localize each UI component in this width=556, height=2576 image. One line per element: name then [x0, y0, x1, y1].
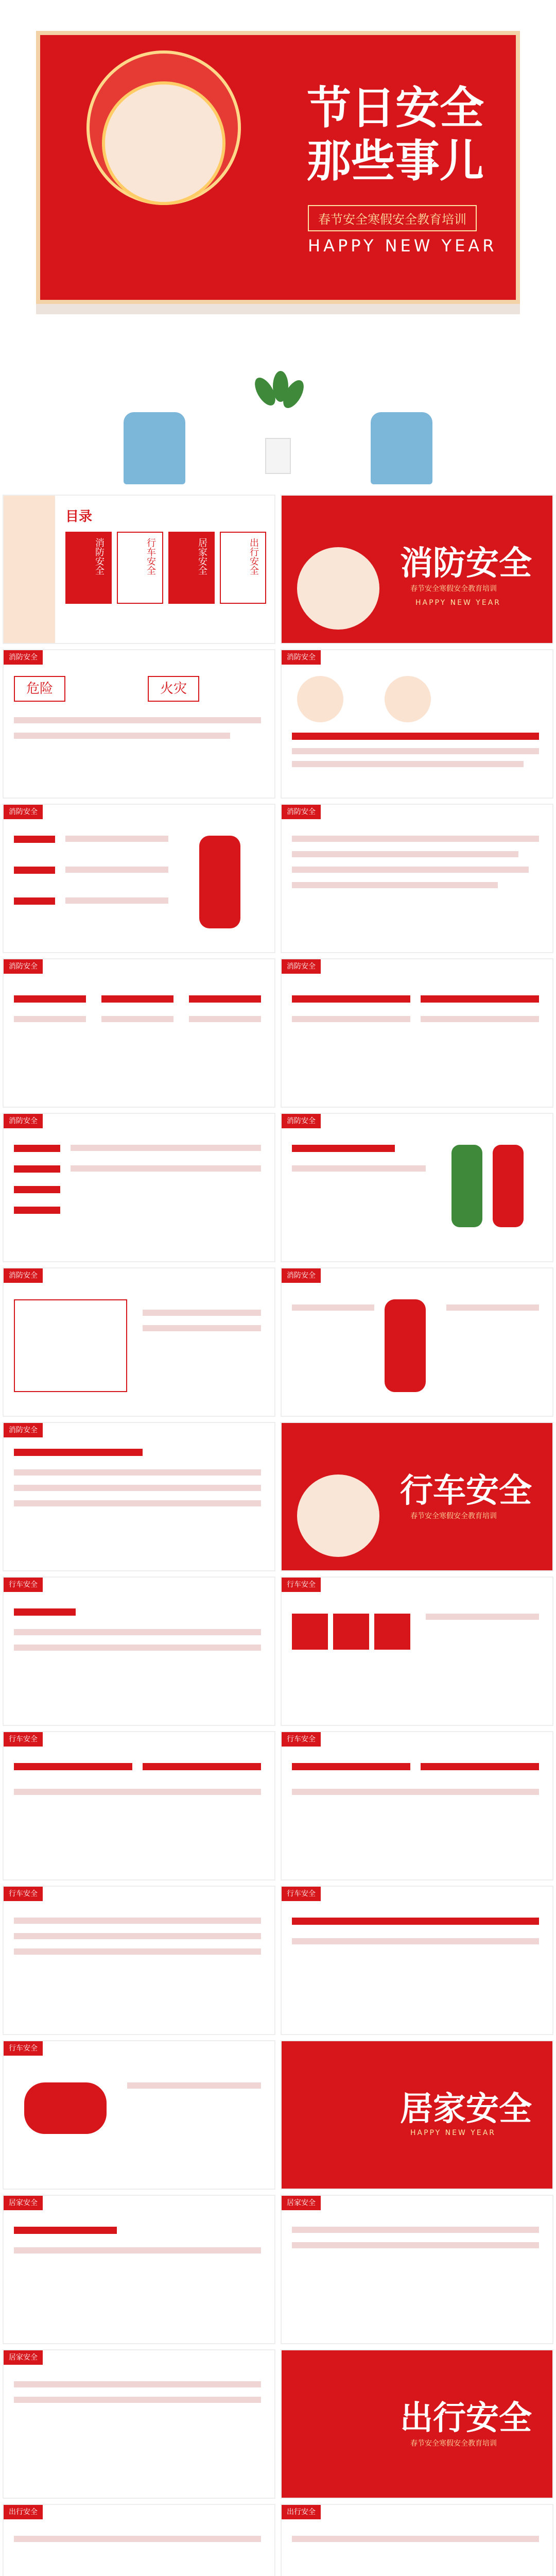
- slide-section-travel: [281, 2349, 553, 2499]
- section-travel-title: 出行安全: [400, 2399, 532, 2437]
- car-image: [24, 2082, 107, 2134]
- section-fire-subtitle: 春节安全寒假安全教育培训: [410, 585, 497, 593]
- slide-toc: [3, 495, 275, 644]
- hero-shadow: [36, 304, 520, 314]
- slide-fire-guide: [3, 1267, 275, 1417]
- slide-fire-list: [3, 1113, 275, 1262]
- slide-tab: 行车安全: [4, 1578, 43, 1592]
- slide-tab: 行车安全: [282, 1578, 321, 1592]
- section-fire-title: 消防安全: [400, 544, 532, 583]
- hero-title: [287, 81, 503, 188]
- slide-tab: 出行安全: [282, 2505, 321, 2519]
- slide-home-2: [281, 2195, 553, 2344]
- slide-section-home: [281, 2040, 553, 2190]
- slide-tab: 行车安全: [4, 1732, 43, 1747]
- section-home-title: 居家安全: [400, 2090, 532, 2128]
- section-home-english: HAPPY NEW YEAR: [410, 2129, 496, 2137]
- hero-english: HAPPY NEW YEAR: [308, 236, 497, 256]
- section-fire-english: HAPPY NEW YEAR: [415, 599, 501, 607]
- slide-section-drive: [281, 1422, 553, 1571]
- slide-tab: 居家安全: [4, 2350, 43, 2365]
- fire-label: 火灾: [148, 676, 199, 702]
- slide-tab: 出行安全: [4, 2505, 43, 2519]
- toc-item-drive[interactable]: 行车安全: [117, 532, 163, 604]
- hero-frame: [36, 31, 520, 304]
- slide-tab: 消防安全: [4, 959, 43, 974]
- slide-drive-6: [281, 1886, 553, 2035]
- slide-tab: 消防安全: [4, 1268, 43, 1283]
- section-drive-subtitle: 春节安全寒假安全教育培训: [410, 1512, 497, 1520]
- toc-item-fire[interactable]: 消防安全: [65, 532, 112, 604]
- slide-danger-fire: [3, 649, 275, 799]
- toc-title: 目录: [65, 509, 93, 524]
- slide-home-1: [3, 2195, 275, 2344]
- slide-tab: 消防安全: [282, 1268, 321, 1283]
- chair-right-image: [371, 412, 432, 484]
- slide-fire-summary: [3, 1422, 275, 1571]
- slide-tab: 消防安全: [4, 650, 43, 665]
- slide-tab: 消防安全: [4, 1114, 43, 1128]
- slide-tab: 行车安全: [4, 1887, 43, 1901]
- slide-fire-steps: [3, 958, 275, 1108]
- slide-section-fire: [281, 495, 553, 644]
- slide-travel-2: [281, 2504, 553, 2576]
- slide-drive-1: [3, 1577, 275, 1726]
- toc-item-travel[interactable]: 出行安全: [220, 532, 266, 604]
- slide-travel-1: [3, 2504, 275, 2576]
- slide-home-3: [3, 2349, 275, 2499]
- slide-tab: 行车安全: [282, 1887, 321, 1901]
- slide-drive-3: [3, 1731, 275, 1880]
- hero-title-line1: 节日安全: [307, 82, 484, 134]
- toc-item-home[interactable]: 居家安全: [168, 532, 215, 604]
- slide-fire-notes: [281, 958, 553, 1108]
- extinguisher-image: [199, 836, 240, 928]
- slide-fire-extinguisher: [3, 804, 275, 953]
- slide-tab: 行车安全: [282, 1732, 321, 1747]
- chair-left-image: [124, 412, 185, 484]
- rabbit-mascot-image: [297, 1475, 379, 1557]
- slide-fire-intro: [281, 649, 553, 799]
- slide-tab: 消防安全: [4, 1423, 43, 1437]
- slide-drive-5: [3, 1886, 275, 2035]
- plant-image: [242, 371, 314, 474]
- hero-slide: [0, 0, 556, 495]
- slide-drive-2: [281, 1577, 553, 1726]
- hero-title-line2: 那些事儿: [307, 135, 484, 188]
- slide-fire-equipment: [281, 1113, 553, 1262]
- slide-fire-tips: [281, 804, 553, 953]
- slide-tab: 消防安全: [282, 959, 321, 974]
- section-drive-title: 行车安全: [400, 1471, 532, 1510]
- section-travel-subtitle: 春节安全寒假安全教育培训: [410, 2439, 497, 2448]
- slide-tab: 消防安全: [282, 805, 321, 819]
- danger-label: 危险: [14, 676, 65, 702]
- slide-tab: 行车安全: [4, 2041, 43, 2056]
- slide-drive-car: [3, 2040, 275, 2190]
- slide-tab: 消防安全: [282, 1114, 321, 1128]
- slide-tab: 居家安全: [4, 2196, 43, 2210]
- slide-tab: 居家安全: [282, 2196, 321, 2210]
- slide-fire-gear: [281, 1267, 553, 1417]
- rabbit-mascot-image: [102, 81, 225, 205]
- slide-tab: 消防安全: [282, 650, 321, 665]
- rabbit-mascot-image: [297, 547, 379, 630]
- slide-tab: 消防安全: [4, 805, 43, 819]
- hero-subtitle: 春节安全寒假安全教育培训: [308, 205, 477, 231]
- slide-drive-4: [281, 1731, 553, 1880]
